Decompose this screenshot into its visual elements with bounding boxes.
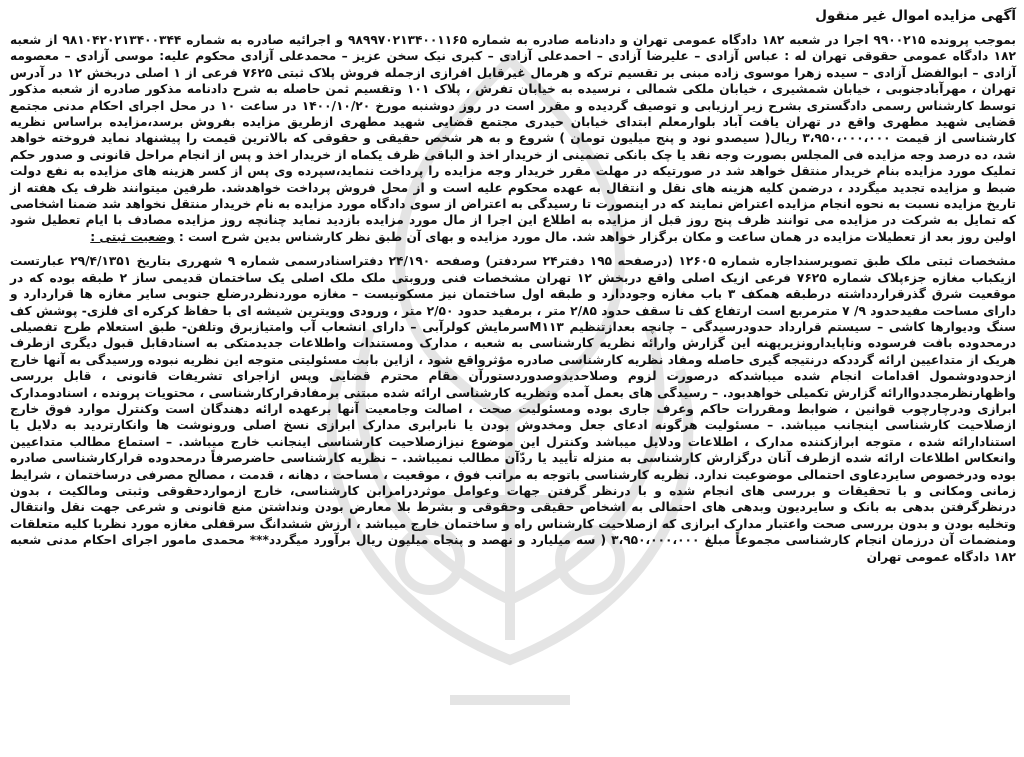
notice-intro-text: بموجب پرونده ۹۹۰۰۲۱۵ اجرا در شعبه ۱۸۲ دادگاه عمومی تهران و دادنامه صادره به شماره ۹۸۹۹۷۰۲۱۳۴۰۰۱۱۶۵ و اجرائیه صادره به شماره ۹۸۱۰۴۲۰۲۱۳۴۰۰۳۴۴ از شعبه ۱۸۲ دادگاه عمومی حقوقی تهران له : عباس آزادی – علیرضا آزادی – احمدعلی آزادی – کبری نیک سخن عزیز – محمدعلی آزادی محکوم علیه: موسی آزادی – معصومه آزادی – ابوالفضل آزادی – سیده زهرا موسوی زاده مبنی بر تقسیم ترکه و هرمال غیرقابل افرازی ازجمله فروش پلاک ثبتی ۷۶۲۵ فرعی از ۱ اصلی دربخش ۱۲ در آدرس تهران ، مهرآبادجنوبی ، خیابان شمشیری ، خیابان ملکی شمالی ، نرسیده به خیابان تفرش ، پلاک ۱۰۱ وتقسیم ثمن حاصله به شرح دادنامه مذکور صادره از شعبه مذکور توسط کارشناس رسمی دادگستری بشرح زیر ارزیابی و توصیف گردیده و مقرر است در روز دوشنبه مورخ ۱۴۰۰/۱۰/۲۰ در ساعت ۱۰ در محل اجرای احکام مدنی مجتمع قضایی شهید مطهری واقع در تهران یافت آباد بلوارمعلم ابتدای خیابان حیدری مجتمع قضایی شهید مطهری ازطریق مزایده بفروش برسد،مزایده براساس نظریه کارشناسی از قیمت ۳،۹۵۰،۰۰۰،۰۰۰ ریال( سیصدو نود و پنج میلیون تومان ) شروع و به هر شخص حقیقی و حقوقی که بالاترین قیمت را پیشنهاد نماید فروخته خواهد شد، ده درصد وجه مزایده فی المجلس بصورت وجه نقد یا چک بانکی تضمینی از خریدار اخذ و الباقی ظرف یکماه از خریدار اخذ و پس از انجام مراحل قانونی و صدور حکم تملیک مورد مزایده بنام خریدار منتقل خواهد شد در صورتیکه در مهلت مقرر خریدار وجه مزایده را پرداخت ننماید،سپرده وی پس از کسر هزینه های مزایده به نفع دولت ضبط و مزایده تجدید میگردد ، درضمن کلیه هزینه های نقل و انتقال به عهده محکوم علیه است و از محل فروش پرداخت خواهدشد. طرفین میتوانند ظرف یک هفته از تاریخ مزایده نسبت به نحوه انجام مزایده اعتراض نمایند که در اینصورت تا رسیدگی به اعتراض از سوی دادگاه مورد مزایده به نام خریدار منتقل نخواهد شد ضمنا اشخاصی که تمایل به شرکت در مزایده می توانند ظرف پنج روز قبل از مزایده به اطلاع این اجرا از مال مورد مزایده بازدید نماید چنانچه روز مزایده مصادف با ایام تعطیل شود اولین روز بعد از تعطیلات مزایده در همان ساعت و مکان برگزار خواهد شد. مال مورد مزایده و بهای آن طبق نظر کارشناس بدین شرح است :: [10, 33, 1017, 244]
notice-details-paragraph: مشخصات ثبتی ملک طبق تصویرسنداجاره شماره ۱۲۶۰۵ (درصفحه ۱۹۵ دفتر۲۴ سردفتر) وصفحه ۲۴/۱۹۰ دفتراسنادرسمی شماره ۹ شهرری بتاریخ ۲۹/۴/۱۳۵۱ عبارتست ازیکباب مغازه جزءپلاک شماره ۷۶۲۵ فرعی ازیک اصلی واقع دربخش ۱۲ تهران مشخصات فنی وروبتی ملک ملک اصلی یک ساختمان قدیمی ساز ۲ طبقه بوده که در موقعیت شرق گذرقراردداشته درطبقه همکف ۳ باب مغازه وجوددارد و طبقه اول ساختمان نیز مسکونیست – مغازه موردنظردرضلع جنوبی سایر مغازه ها قراردارد و دارای مساحت مفیدحدود ۹/ ۷ مترمربع است ارتفاع کف تا سقف حدود ۲/۸۵ متر ، برمفید حدود ۲/۵۰ متر ، ورودی وویترین شیشه ای با حفاظ کرکره ای فلزی- پوشش کف سنگ ودیوارها کاشی – سیستم قرارداد حدودرسیدگی – چانچه بعدازتنظیم M۱۱۳سرمایش کولرآبی – دارای انشعاب آب وامتیازبرق وتلفن- طبق استعلام طرح تفصیلی درمحدوده بافت فرسوده وناپایدارونزیرپهنه این گزارش وارائه نظریه کارشناسی به شعبه ، مدارک ومستندات واطلاعات جدیدمتکی به اسنادقابل قبول دیگری ازطرف هریک از متداعیین ارائه گرددکه درنتیجه گیری حاصله ومفاد نظریه کارشناسی صادره مؤثرواقع شود ، ازاین بابت مسئولیتی متوجه این نظریه نبوده ورسیدگی به آنها خارج ازحدودوشمول اقدامات انجام شده میباشدکه درصورت لزوم وصلاحدیدوصدوردستورآن مقام محترم قضایی وپس ازاجرای تشریفات قانونی ، قابل بررسی واظهارنظرمجددواارائه گزارش تکمیلی خواهدبود. – رسیدگی های بعمل آمده ونظریه کارشناسی ارائه شده مبتنی برمفادقرارکارشناسی ، محتویات پرونده ، اسنادومدارک ابرازی ودرچارچوب قوانین ، ضوابط ومقررات حاکم وعرف جاری بوده ومسئولیت صحت ، اصالت وجامعیت آنها برعهده ارائه دهندگان است وکنترل موارد فوق خارج ازصلاحیت کارشناسی اینجانب میباشد. – مسئولیت هرگونه ادعای جعل ومخدوش بودن یا نابرابری مدارک ابرازی نسخ اصلی ورونوشت ها وانکارتردید به دلایل یا استنادارائه شده ، متوجه ابرازکننده مدارک ، اطلاعات ودلایل میباشد وکنترل این موضوع نیزازصلاحیت کارشناسی اینجانب خارج میباشد. – استماع مطالب متداعیین وانعکاس اطلاعات ارائه شده ازطرف آنان درگزارش کارشناسی به منزله تأیید یا ردّآن مطالب نمیباشد. – نظریه کارشناسی حاضرصرفاً درمحدوده قرارکارشناسی صادره بوده ودرخصوص سایردعاوی احتمالی موضوعیت ندارد. نظریه کارشناسی باتوجه به مراتب فوق ، موقعیت ، مساحت ، دهانه ، قدمت ، مصالح مصرفی درساختمان ، شرایط زمانی ومکانی و با تحقیقات و بررسی های انجام شده و با درنظر گرفتن جهات وعوامل موثردرامرابن کارشناسی، خارج ازمواردحقوقی وثبتی ومالکیت ، بدون درنظرگرفتن بدهی به بانک و سایردیون وبدهی های احتمالی به اشخاص حقیقی وحقوقی و بشرط بلا معارض بودن ونداشتن منع قانونی و شرعی جهت نقل وانتقال وتخلیه بودن و بدون بررسی صحت واعتبار مدارک ابرازی که ازصلاحیت کارشناس راه و ساختمان خارج میباشد ، ارزش ششدانگ سرقفلی مغازه مورد نظربا کلیه متعلقات ومنضمات آن درزمان انجام کارشناسی مجموعاً مبلغ ۳،۹۵۰،۰۰۰،۰۰۰ ( سه میلیارد و نهصد و پنجاه میلیون ریال برآورد میگردد*** محمدی مامور اجرای احکام مدنی شعبه ۱۸۲ دادگاه عمومی تهران: [10, 254, 1017, 564]
notice-content: [10, 6, 1016, 565]
notice-title: آگهی مزایده اموال غیر منقول: [815, 8, 1016, 24]
registration-status-heading: وضعیت ثبتی :: [90, 229, 175, 244]
notice-intro-paragraph: [10, 32, 1016, 245]
